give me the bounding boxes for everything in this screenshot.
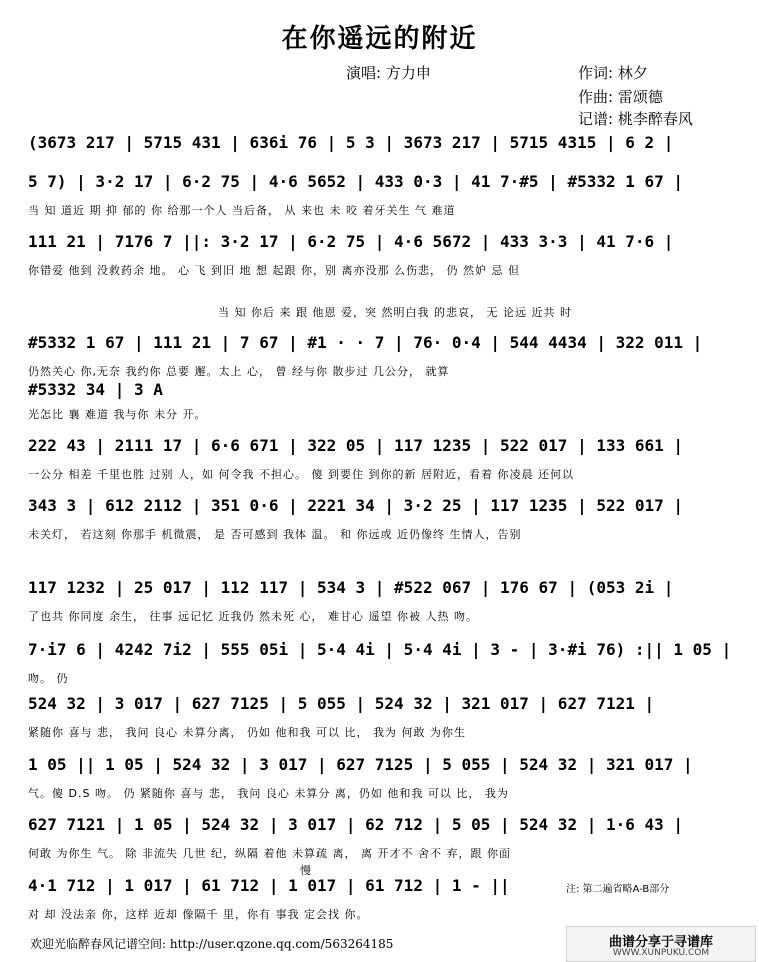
lyrics-line: 你错爱 他到 没救药余 地。 心 飞 到旧 地 想 起跟 你，别 离亦没那 么伤悲， 仍 然妒 忌 但 [28,264,520,277]
score-row [28,496,733,554]
score-row [28,640,733,698]
notation-line: 7·i7 6 | 4242 7i2 | 555 05i | 5·4 4i | 5·4 4i | 3 - | 3·#i 76) :|| 1 05 | [28,640,732,659]
lyrics-line: 紧随你 喜与 悲， 我问 良心 未算分离， 仍如 他和我 可以 比， 我为 何敢 为你生 [28,726,466,739]
score-row [28,436,733,494]
site-logo-url: WWW.XUNPUKU.COM [612,948,710,958]
score-row [28,755,733,813]
site-logo-cn: 曲谱分享于寻谱库 [608,935,713,950]
lyricist-credit: 作词: 林夕 [578,64,648,82]
transcriber-credit: 记谱: 桃李醉春风 [578,110,693,128]
lyrics-line: 气。傻 D.S 吻。 仍 紧随你 喜与 悲， 我问 良心 未算分 离，仍如 他和我 可以 比， 我为 [28,787,509,800]
lyrics-line: 仍然关心 你,无奈 我约你 总要 邂。太上 心， 曾 经与你 散步过 几公分， 就算 [28,365,450,378]
notation-line: 117 1232 | 25 017 | 112 117 | 534 3 | #522 067 | 176 67 | (053 2i | [28,578,674,597]
composer-credit: 作曲: 雷颂德 [578,88,663,106]
tempo-mark: 慢 [300,864,311,877]
lyrics-line: 了也共 你同度 余生， 往事 远记忆 近我仍 然未死 心， 难甘心 遥望 你被 人热 吻。 [28,610,478,623]
score-row [28,876,548,934]
page-title: 在你遥远的附近 [281,24,478,54]
singer-credit: 演唱: 方力申 [346,64,431,82]
score-row [28,694,733,752]
lyrics-line: 未关灯， 若这刻 你那手 机微震， 是 否可感到 我体 温。 和 你远或 近仍像终 生情人，告别 [28,528,522,541]
score-row [28,276,733,334]
score-row [28,815,733,873]
lyrics-line: 当 知 道近 期 抑 郁的 你 给那一个人 当后备， 从 来也 未 咬 着牙关生 气 难道 [28,204,456,217]
lyrics-line: 吻。 仍 [28,672,69,685]
notation-line: 222 43 | 2111 17 | 6·6 671 | 322 05 | 117 1235 | 522 017 | 133 661 | [28,436,684,455]
notation-line: 343 3 | 612 2112 | 351 0·6 | 2221 34 | 3·2 25 | 117 1235 | 522 017 | [28,496,684,515]
notation-line: 4·1 712 | 1 017 | 61 712 | 1 017 | 61 712 | 1 - || [28,876,510,895]
lyrics-line: 何敢 为你生 气。 除 非流失 几世 纪，纵隔 着他 未算疏 离， 离 开才不 舍不 弃，跟 你面 [28,847,511,860]
notation-line: #5332 1 67 | 111 21 | 7 67 | #1 · · 7 | 76· 0·4 | 544 4434 | 322 011 | [28,333,703,352]
lyrics-line: 当 知 你后 来 跟 他恩 爱，突 然明白我 的悲哀， 无 论远 近共 时 [218,306,572,319]
footer-visit-text: 欢迎光临醉春风记谱空间: http://user.qzone.qq.com/563264185 [30,937,394,951]
performance-note: 注: 第二遍省略A-B部分 [566,884,670,895]
lyrics-line: 光怎比 襄 难道 我与你 未分 开。 [28,408,207,421]
lyrics-line: 一公分 相差 千里也胜 过别 人，如 何令我 不担心。 傻 到要住 到你的新 居附近，看着 你凌晨 还何以 [28,468,574,481]
notation-line: 627 7121 | 1 05 | 524 32 | 3 017 | 62 712 | 5 05 | 524 32 | 1·6 43 | [28,815,684,834]
score-row [28,578,733,636]
notation-line: #5332 34 | 3 A [28,380,163,399]
score-row [28,172,733,230]
notation-line: 111 21 | 7176 7 ||: 3·2 17 | 6·2 75 | 4·6 5672 | 433 3·3 | 41 7·6 | [28,232,674,251]
lyrics-line: 对 却 没法亲 你，这样 近却 像隔千 里，你有 事我 定会找 你。 [28,908,369,921]
notation-line: 524 32 | 3 017 | 627 7125 | 5 055 | 524 32 | 321 017 | 627 7121 | [28,694,655,713]
notation-line: 5 7) | 3·2 17 | 6·2 75 | 4·6 5652 | 433 0·3 | 41 7·#5 | #5332 1 67 | [28,172,684,191]
notation-line: 1 05 || 1 05 | 524 32 | 3 017 | 627 7125 | 5 055 | 524 32 | 321 017 | [28,755,693,774]
site-logo [566,926,756,962]
notation-line: (3673 217 | 5715 431 | 636i 76 | 5 3 | 3673 217 | 5715 4315 | 6 2 | [28,133,674,152]
score-row [28,380,733,438]
